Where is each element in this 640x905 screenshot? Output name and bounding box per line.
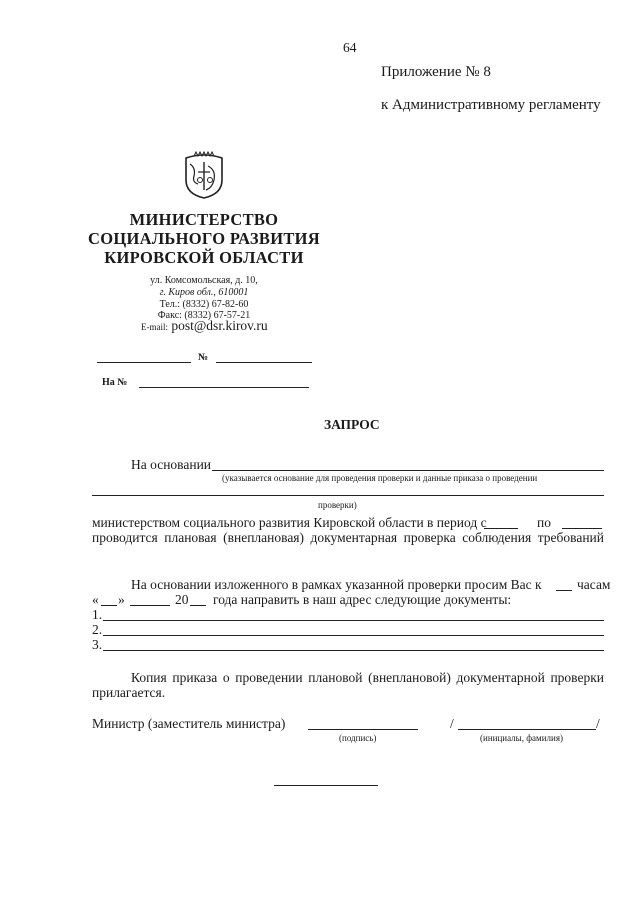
coat-of-arms-icon [180, 150, 228, 200]
email-value: post@dsr.kirov.ru [171, 318, 268, 333]
email-label: E-mail: [141, 322, 168, 332]
item-2-number: 2. [92, 622, 103, 637]
item-3-line [103, 650, 604, 651]
request-year-prefix: 20 [175, 592, 189, 607]
basis-hint-1: (указывается основание для проведения проверки и данные приказа о проведении [222, 473, 538, 483]
name-slash-open: / [450, 716, 454, 731]
item-3-number: 3. [92, 637, 103, 652]
bottom-separator [274, 785, 378, 786]
ministry-address-1: ул. Комсомольская, д. 10, [150, 275, 258, 286]
appendix-title: Приложение № 8 [381, 64, 491, 80]
ministry-address-2: г. Киров обл., 610001 [159, 287, 249, 298]
basis-line [212, 470, 604, 471]
item-2-line [103, 635, 604, 636]
item-1-number: 1. [92, 607, 103, 622]
basis-line-2 [92, 495, 604, 496]
reply-to-line [139, 387, 309, 388]
basis-label: На основании [131, 457, 212, 472]
item-1-line [103, 620, 604, 621]
signature-line [308, 729, 418, 730]
signer-title: Министр (заместитель министра) [92, 716, 286, 731]
period-to-line [562, 528, 602, 529]
reg-date-line [97, 362, 191, 363]
reg-number-line [216, 362, 312, 363]
page-number: 64 [343, 40, 357, 55]
name-line [458, 729, 596, 730]
ministry-fax: Факс: (8332) 67-57-21 [157, 310, 251, 321]
reg-number-sign: № [198, 352, 209, 363]
request-day-line [101, 605, 117, 606]
check-text: проводится плановая (внеплановая) документарная проверка соблюдения требований [92, 530, 604, 545]
period-to-label: по [537, 515, 551, 530]
ministry-name-2: СОЦИАЛЬНОГО РАЗВИТИЯ [87, 229, 321, 248]
ministry-period-text: министерством социального развития Кировской области в период с [92, 515, 487, 530]
request-text-2: года направить в наш адрес следующие документы: [213, 592, 512, 607]
name-slash-close: / [596, 716, 600, 731]
ministry-email-row [141, 318, 268, 334]
reply-to-label: На № [102, 377, 128, 388]
request-quote-open: « [92, 592, 99, 607]
request-hour-line [556, 590, 572, 591]
ministry-name-1: МИНИСТЕРСТВО [129, 210, 279, 229]
document-title: ЗАПРОС [324, 417, 380, 432]
request-year-line [190, 605, 206, 606]
name-hint: (инициалы, фамилия) [480, 733, 563, 743]
period-from-line [484, 528, 518, 529]
attachment-text-1: Копия приказа о проведении плановой (внеплановой) документарной проверки [131, 670, 604, 685]
request-text-1: На основании изложенного в рамках указанной проверки просим Вас к [131, 577, 542, 592]
appendix-subtitle: к Административному регламенту [381, 97, 601, 113]
basis-hint-2: проверки) [318, 500, 357, 510]
attachment-text-2: прилагается. [92, 685, 166, 700]
request-quote-close: » [118, 592, 125, 607]
request-month-line [130, 605, 170, 606]
signature-hint: (подпись) [339, 733, 377, 743]
ministry-phone: Тел.: (8332) 67-82-60 [159, 299, 249, 310]
request-hours-label: часам [577, 577, 611, 592]
ministry-name-3: КИРОВСКОЙ ОБЛАСТИ [104, 248, 304, 267]
